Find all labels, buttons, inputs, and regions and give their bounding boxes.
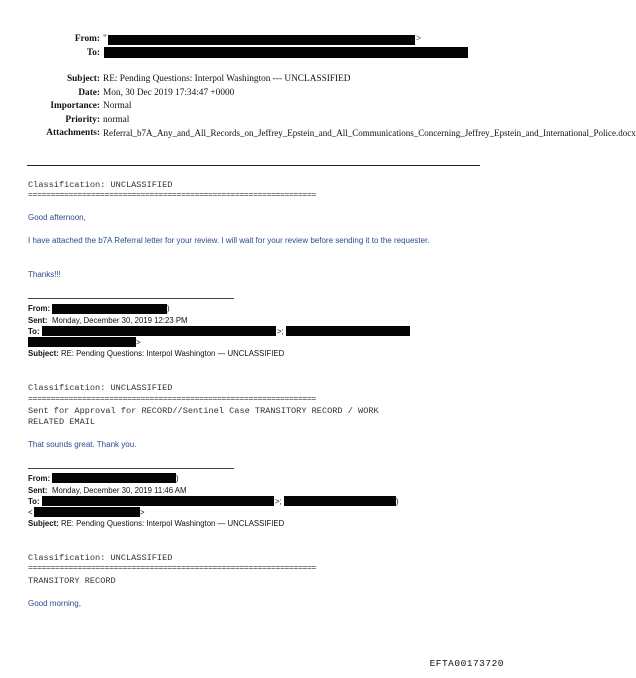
quote2-to-label: To: [28,497,40,506]
redaction-quote-to-2 [286,326,410,336]
quote-from-close: ) [167,304,170,313]
redaction-to [104,47,468,58]
quote-body: That sounds great. Thank you. [28,440,137,449]
quote2-to-open: < [28,508,33,517]
quote2-greeting: Good morning, [28,599,81,608]
quote2-to-sep: >; [275,497,282,506]
attachment-filename[interactable]: Referral_b7A_Any_and_All_Records_on_Jeffrey_Epstein_and_All_Communications_Concerning_Jeffrey_Epstein_and_International_Police.docx [103,128,636,138]
importance-value: Normal [103,101,132,111]
redaction-quote-from [52,304,167,314]
date-label: Date: [78,88,100,98]
subject-label: Subject: [66,74,100,84]
from-close: > [416,34,422,44]
quote-sent-label: Sent: [28,316,48,325]
quote2-to-close2: > [140,508,145,517]
quote-classification-divider: ================================================================ [28,395,317,404]
approval-line-2: RELATED EMAIL [28,417,96,427]
redaction-quote-to-3 [28,337,136,347]
quote-to-sep: >; [277,327,284,336]
approval-line-1: Sent for Approval for RECORD//Sentinel Case TRANSITORY RECORD / WORK [28,406,379,416]
from-label: From: [74,34,100,44]
body-text: I have attached the b7A Referral letter for your review. I will wait for your review before sending it to the requester. [28,236,430,245]
quote2-sent-label: Sent: [28,486,48,495]
redaction-quote2-to-2 [284,496,396,506]
quote2-sent-value: Monday, December 30, 2019 11:46 AM [52,486,187,495]
redaction-quote2-from [52,473,176,483]
quote2-subject-label: Subject: RE: Pending Questions: Interpol Washington — UNCLASSIFIED [28,519,285,528]
quote2-classification-divider: ================================================================ [28,564,317,573]
quote-from-label: From: [28,304,51,313]
quote-separator [28,298,234,299]
quote-to-close: > [136,338,141,347]
quote2-to-close: ) [396,497,399,506]
date-value: Mon, 30 Dec 2019 17:34:47 +0000 [103,88,235,98]
quote-subject-value: RE: Pending Questions: Interpol Washington — UNCLASSIFIED [60,349,285,358]
quote2-classification: Classification: UNCLASSIFIED [28,553,173,563]
redaction-quote2-to-3 [34,507,140,517]
quote-separator-2 [28,468,234,469]
redaction-quote2-to-1 [42,496,274,506]
signoff: Thanks!!! [28,270,61,279]
classification-banner: Classification: UNCLASSIFIED [28,180,173,190]
quote-to-label: To: [28,327,40,336]
priority-label: Priority: [65,115,100,125]
greeting: Good afternoon, [28,213,86,222]
priority-value: normal [103,115,130,125]
classification-divider: ================================================================ [28,191,317,200]
quote-subject-label: Subject: RE: Pending Questions: Interpol Washington — UNCLASSIFIED [28,349,285,358]
redaction-from [108,35,415,45]
importance-label: Importance: [50,101,100,111]
quote2-subject-value: RE: Pending Questions: Interpol Washington — UNCLASSIFIED [60,519,285,528]
transitory-record: TRANSITORY RECORD [28,576,116,586]
header-divider [27,165,480,166]
attachments-label: Attachments: [46,128,100,138]
from-value: " [103,34,107,44]
quote2-from-close: ) [176,474,179,483]
subject-value: RE: Pending Questions: Interpol Washington --- UNCLASSIFIED [103,74,351,84]
to-label: To: [86,48,100,58]
bates-number: EFTA00173720 [429,658,504,669]
quote-classification: Classification: UNCLASSIFIED [28,383,173,393]
quote-sent-value: Monday, December 30, 2019 12:23 PM [52,316,188,325]
redaction-quote-to-1 [42,326,276,336]
quote2-from-label: From: [28,474,51,483]
